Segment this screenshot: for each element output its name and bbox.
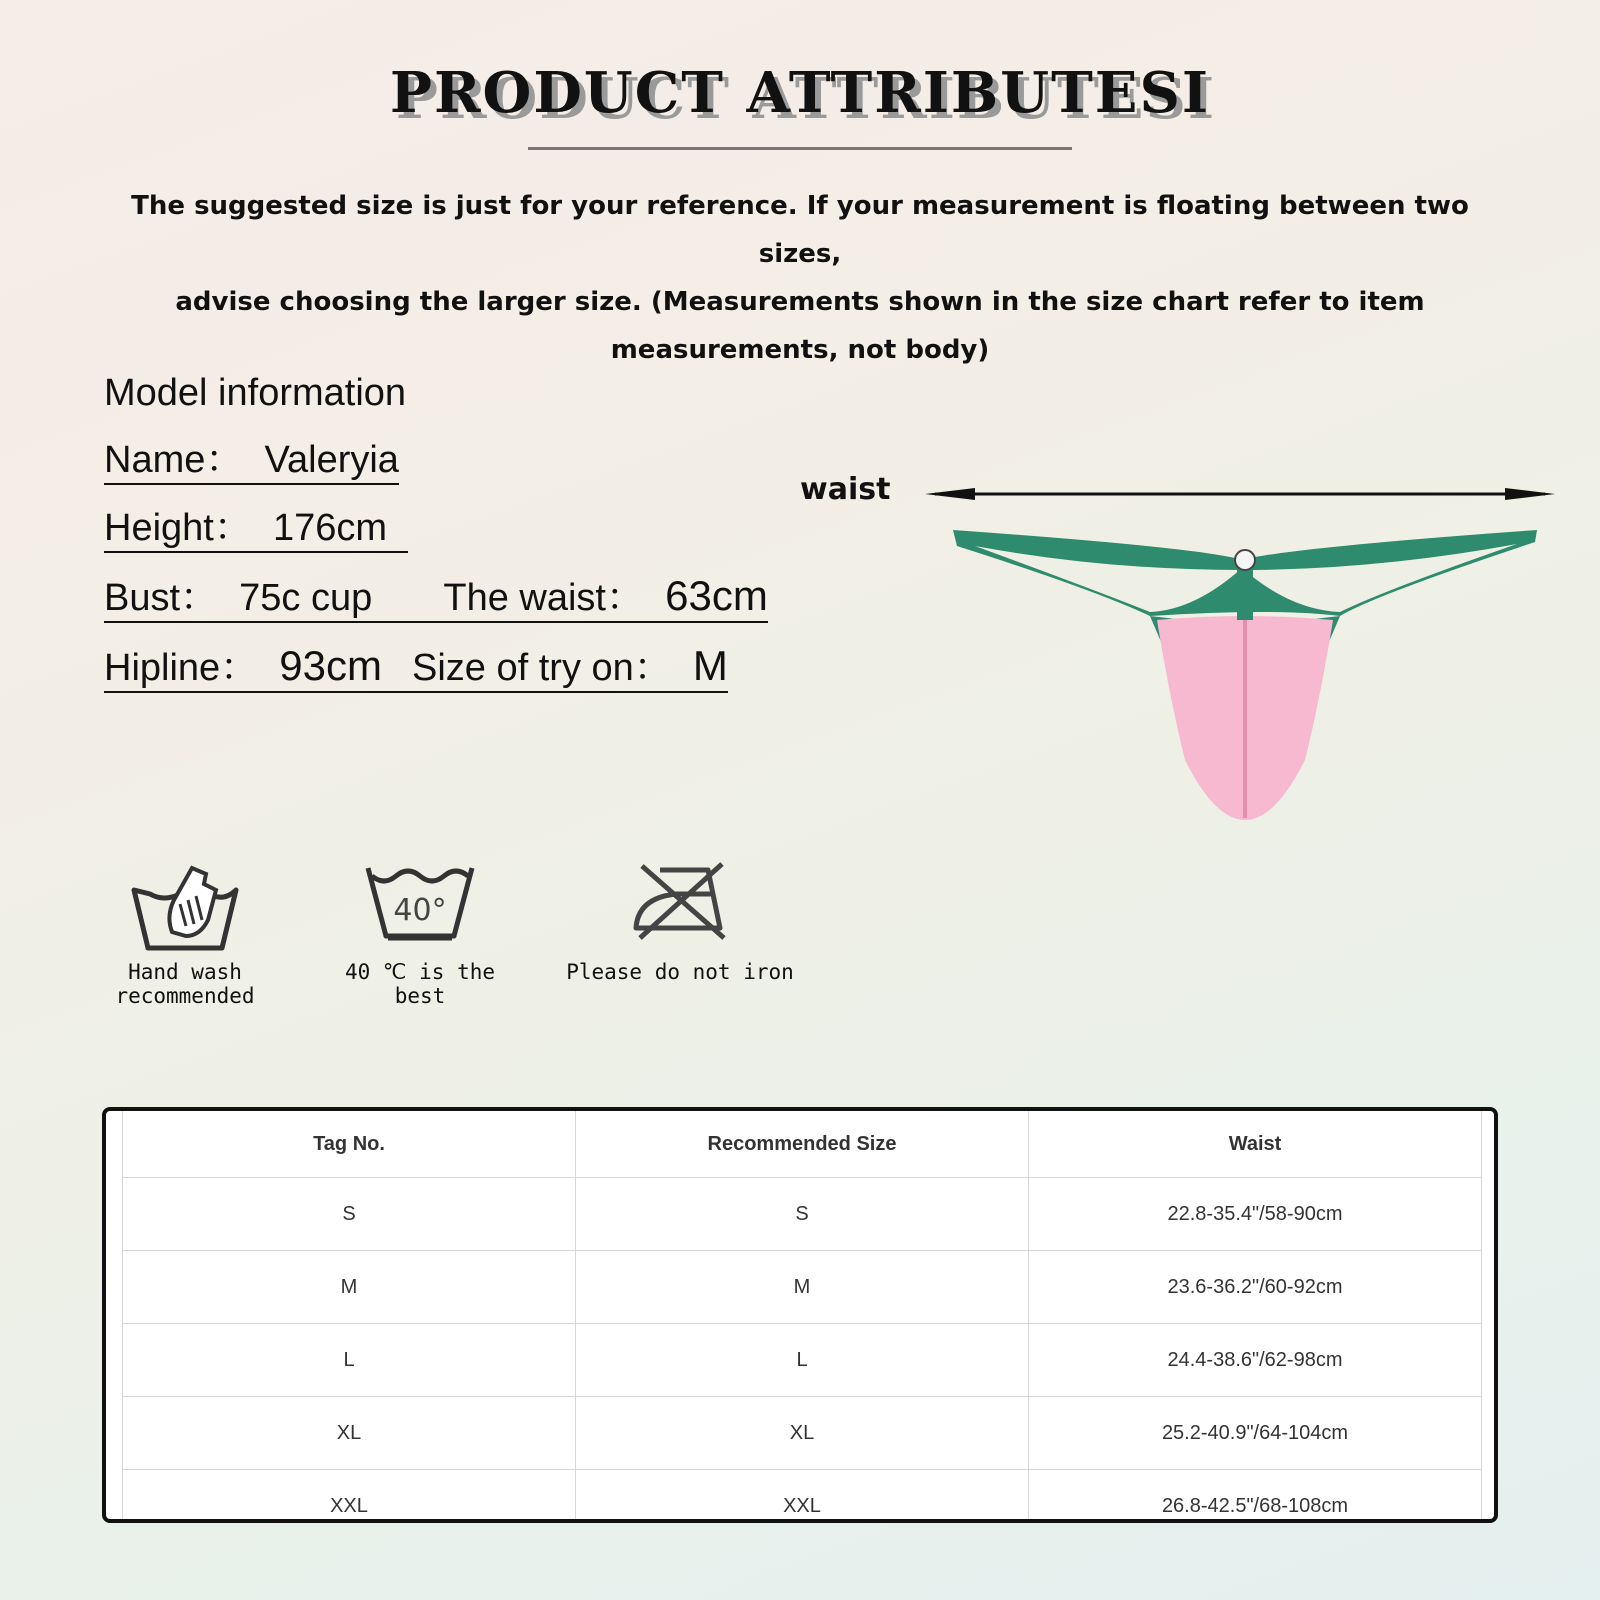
size-note-line-1: The suggested size is just for your reference. If your measurement is floating between two sizes, (131, 191, 1469, 269)
cell-waist: 25.2-40.9"/64-104cm (1029, 1397, 1482, 1470)
care-wash-40 (320, 862, 520, 1008)
model-bust-waist (104, 572, 768, 623)
model-hipline-label: Hipline： (104, 647, 280, 689)
cell-tag: M (123, 1251, 576, 1324)
wash-40-icon (364, 862, 476, 942)
header-recommended-size: Recommended Size (576, 1111, 1029, 1178)
header-waist: Waist (1029, 1111, 1482, 1178)
table-row (123, 1251, 1482, 1324)
model-size-label: Size of try on： (412, 647, 693, 689)
model-information (104, 372, 768, 715)
size-note (120, 182, 1480, 374)
size-table (122, 1111, 1482, 1523)
header-tag-no: Tag No. (123, 1111, 576, 1178)
model-bust: Bust： 75c cup (104, 577, 394, 619)
cell-size: S (576, 1178, 1029, 1251)
no-iron-icon (630, 862, 730, 942)
cell-tag: S (123, 1178, 576, 1251)
model-name: Name： Valeryia (104, 439, 399, 485)
wash-temperature-text: 40° (393, 893, 447, 928)
hand-wash-icon (130, 862, 240, 954)
model-heading: Model information (104, 372, 407, 414)
model-size-value: M (692, 642, 728, 689)
table-row (123, 1324, 1482, 1397)
care-wash-40-text: 40 ℃ is the best (344, 960, 495, 1008)
table-row (123, 1470, 1482, 1524)
model-waist-label: The waist： (443, 577, 666, 619)
model-height: Height： 176cm (104, 507, 408, 553)
cell-size: M (576, 1251, 1029, 1324)
cell-tag: XXL (123, 1470, 576, 1524)
care-hand-wash-line-1: Hand wash (128, 960, 242, 984)
cell-waist: 26.8-42.5"/68-108cm (1029, 1470, 1482, 1524)
size-note-line-3: measurements, not body) (610, 335, 990, 365)
cell-tag: L (123, 1324, 576, 1397)
title-divider (528, 147, 1072, 150)
cell-size: XXL (576, 1470, 1029, 1524)
care-hand-wash-line-2: recommended (115, 984, 255, 1008)
garment-illustration (945, 520, 1545, 830)
cell-waist: 24.4-38.6"/62-98cm (1029, 1324, 1482, 1397)
care-hand-wash (100, 862, 270, 1008)
model-waist-value: 63cm (665, 572, 768, 619)
model-hip-size (104, 642, 728, 693)
cell-waist: 22.8-35.4"/58-90cm (1029, 1178, 1482, 1251)
cell-size: L (576, 1324, 1029, 1397)
waist-label: waist (800, 472, 891, 507)
care-no-iron (565, 862, 795, 984)
table-row (123, 1178, 1482, 1251)
cell-waist: 23.6-36.2"/60-92cm (1029, 1251, 1482, 1324)
waist-measure-arrow (925, 484, 1555, 504)
care-no-iron-text: Please do not iron (566, 960, 794, 984)
cell-tag: XL (123, 1397, 576, 1470)
size-note-line-2: advise choosing the larger size. (Measurements shown in the size chart refer to item (175, 287, 1425, 317)
cell-size: XL (576, 1397, 1029, 1470)
page-title: PRODUCT ATTRIBUTESI (389, 60, 1211, 126)
table-row (123, 1397, 1482, 1470)
model-hipline-value: 93cm (279, 642, 382, 689)
table-header-row (123, 1111, 1482, 1178)
size-chart (102, 1107, 1498, 1523)
